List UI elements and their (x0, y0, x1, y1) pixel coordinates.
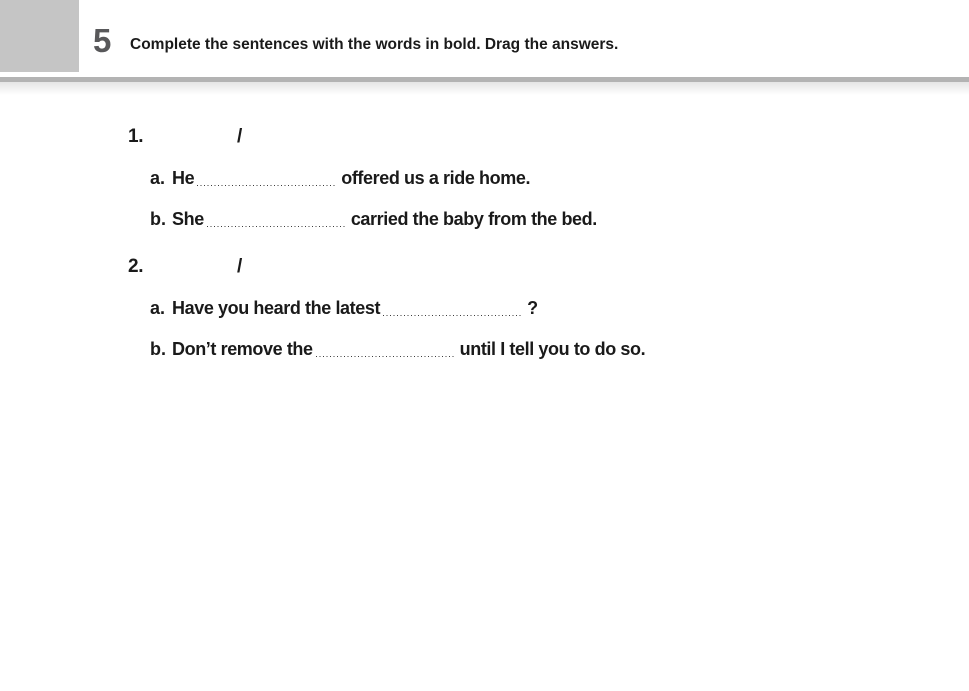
exercise-instruction: Complete the sentences with the words in bold. Drag the answers. (130, 36, 619, 53)
exercise-header (0, 0, 969, 77)
corner-square (0, 0, 79, 72)
exercise-number: 5 (93, 22, 112, 59)
sentence-row (150, 207, 928, 231)
answer-blank[interactable] (383, 301, 521, 316)
answer-blank[interactable] (316, 342, 454, 357)
sentence-text-after: ? (527, 298, 538, 318)
sentence-label: b. (150, 209, 166, 229)
sentence-text-before: Don’t remove the (172, 339, 313, 359)
word-slot-right[interactable] (242, 257, 329, 277)
sentence-text-before: She (172, 209, 204, 229)
header-divider (0, 77, 969, 82)
word-slot-left[interactable] (150, 257, 237, 277)
exercise-body (128, 95, 928, 361)
sentence-label: a. (150, 168, 166, 188)
word-slot-right[interactable] (242, 127, 329, 147)
sentence-text-after: until I tell you to do so. (459, 339, 646, 359)
item-number: 1. (128, 126, 144, 147)
sentence-text-before: Have you heard the latest (172, 298, 381, 318)
sentence-label: a. (150, 298, 166, 318)
sentence-row (150, 166, 928, 190)
answer-blank[interactable] (197, 171, 335, 186)
word-separator: / (237, 126, 242, 147)
sentence-text-after: carried the baby from the bed. (350, 209, 597, 229)
word-slot-left[interactable] (150, 127, 237, 147)
sentence-row (150, 337, 928, 361)
item-number: 2. (128, 256, 144, 277)
sentence-text-after: offered us a ride home. (341, 168, 531, 188)
answer-blank[interactable] (207, 212, 345, 227)
sentence-row (150, 296, 928, 320)
word-pair-row (128, 255, 928, 279)
exercise-item-2 (128, 255, 928, 361)
exercise-item-1 (128, 125, 928, 231)
sentence-text-before: He (172, 168, 195, 188)
word-pair-row (128, 125, 928, 149)
sentence-label: b. (150, 339, 166, 359)
word-separator: / (237, 256, 242, 277)
